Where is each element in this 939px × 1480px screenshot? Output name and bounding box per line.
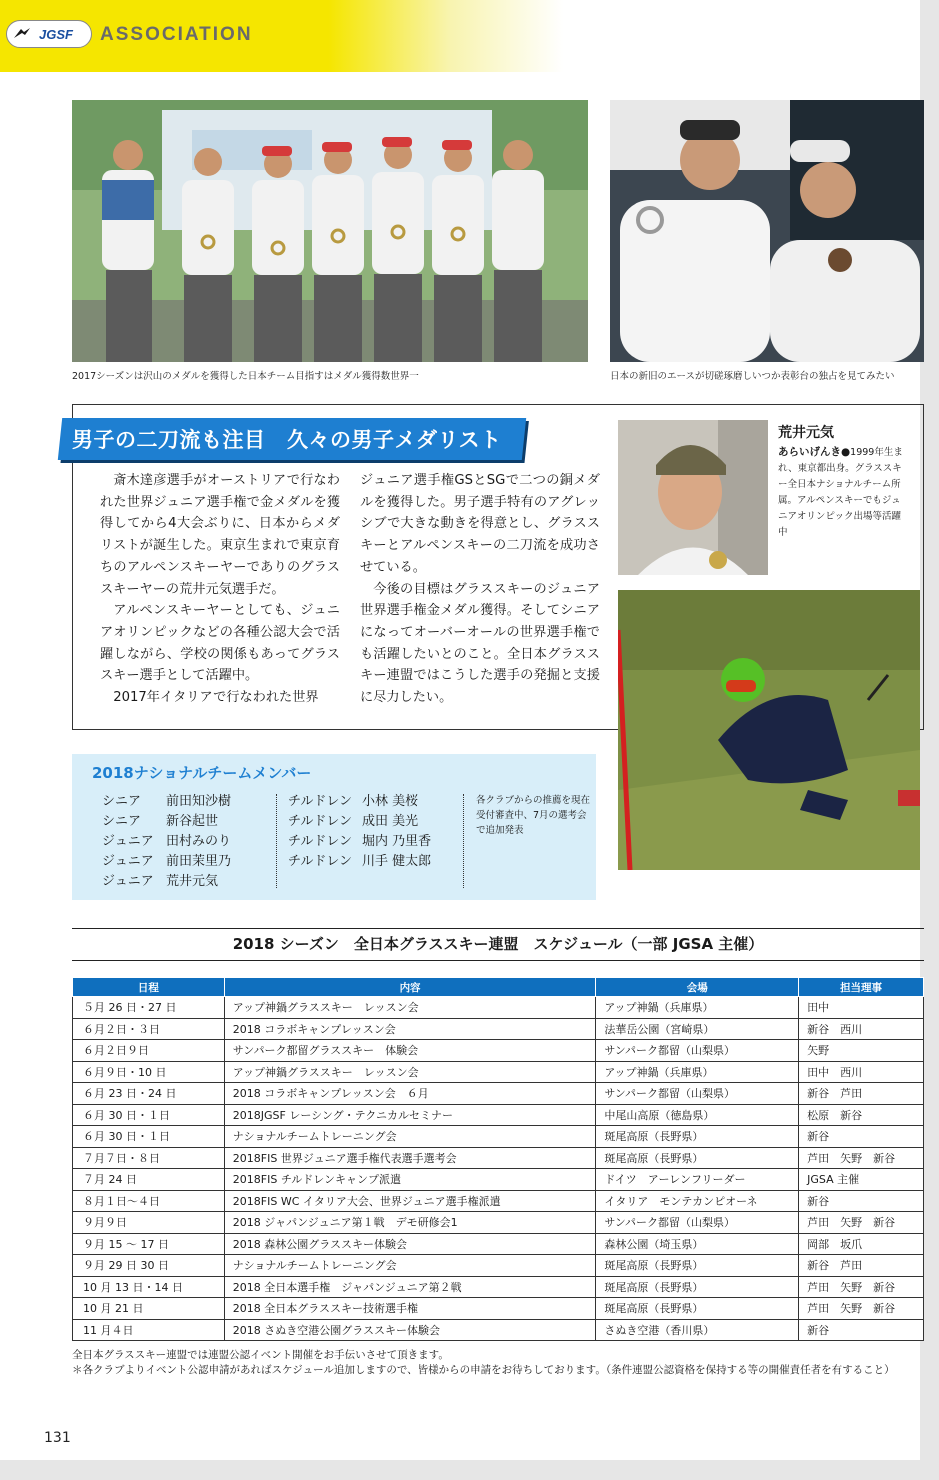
row-date: ６月 30 日・１日 bbox=[73, 1104, 225, 1126]
schedule-table bbox=[72, 977, 924, 1341]
row-content: 2018 森林公園グラススキー体験会 bbox=[224, 1233, 596, 1255]
footnote-line: 全日本グラススキー連盟では連盟公認イベント開催をお手伝いさせて頂きます。 bbox=[72, 1349, 449, 1361]
member-role: チルドレン bbox=[288, 854, 353, 869]
member-row bbox=[288, 852, 431, 872]
row-content: 2018 全日本グラススキー技術選手権 bbox=[224, 1298, 596, 1320]
row-director: 松原 新谷 bbox=[799, 1104, 924, 1126]
row-venue: 斑尾高原（長野県） bbox=[596, 1126, 799, 1148]
row-director: 新谷 芦田 bbox=[799, 1255, 924, 1277]
table-row bbox=[73, 1104, 924, 1126]
article-paragraph: 2017年イタリアで行なわれた世界 bbox=[113, 690, 319, 706]
row-venue: サンパーク都留（山梨県） bbox=[596, 1083, 799, 1105]
row-date: ６月９日・10 日 bbox=[73, 1061, 225, 1083]
row-content: アップ神鍋グラススキー レッスン会 bbox=[224, 1061, 596, 1083]
table-row bbox=[73, 1147, 924, 1169]
row-director: 田中 bbox=[799, 997, 924, 1019]
row-venue: イタリア モンテカンピオーネ bbox=[596, 1190, 799, 1212]
schedule-header-row bbox=[73, 978, 924, 997]
table-row bbox=[73, 1255, 924, 1277]
row-director: 芦田 矢野 新谷 bbox=[799, 1298, 924, 1320]
row-director: 新谷 bbox=[799, 1319, 924, 1341]
schedule-rule-bottom bbox=[72, 960, 924, 961]
row-director: 新谷 bbox=[799, 1126, 924, 1148]
table-row bbox=[73, 1083, 924, 1105]
member-name: 前田茉里乃 bbox=[166, 854, 232, 869]
member-row bbox=[102, 852, 231, 872]
team-photo-caption: 2017シーズンは沢山のメダルを獲得した日本チーム目指すはメダル獲得数世界一 bbox=[72, 371, 419, 382]
row-venue: 中尾山高原（徳島県） bbox=[596, 1104, 799, 1126]
table-row bbox=[73, 1040, 924, 1062]
row-director: JGSA 主催 bbox=[799, 1169, 924, 1191]
row-venue: 法華岳公園（宮崎県） bbox=[596, 1018, 799, 1040]
row-director: 芦田 矢野 新谷 bbox=[799, 1147, 924, 1169]
row-director: 芦田 矢野 新谷 bbox=[799, 1212, 924, 1234]
row-venue: さぬき空港（香川県） bbox=[596, 1319, 799, 1341]
ace-photo-caption: 日本の新旧のエースが切磋琢磨しいつか表彰台の独占を見てみたい bbox=[610, 371, 895, 382]
skier-logo-icon bbox=[13, 26, 31, 40]
member-divider bbox=[276, 794, 277, 888]
row-content: ナショナルチームトレーニング会 bbox=[224, 1255, 596, 1277]
skier-action-photo bbox=[618, 590, 920, 870]
team-photo bbox=[72, 100, 588, 362]
profile-text bbox=[778, 444, 908, 541]
row-director: 新谷 bbox=[799, 1190, 924, 1212]
table-row bbox=[73, 1190, 924, 1212]
row-content: 2018FIS チルドレンキャンプ派遣 bbox=[224, 1169, 596, 1191]
table-row bbox=[73, 1061, 924, 1083]
header-director: 担当理事 bbox=[799, 978, 924, 997]
header-venue: 会場 bbox=[596, 978, 799, 997]
table-row bbox=[73, 1169, 924, 1191]
row-date: ７月 24 日 bbox=[73, 1169, 225, 1191]
row-venue: 森林公園（埼玉県） bbox=[596, 1233, 799, 1255]
header-band bbox=[0, 0, 939, 72]
row-date: ８月１日～４日 bbox=[73, 1190, 225, 1212]
table-row bbox=[73, 1276, 924, 1298]
header-date: 日程 bbox=[73, 978, 225, 997]
row-date: ６月２日９日 bbox=[73, 1040, 225, 1062]
row-date: ７月７日・８日 bbox=[73, 1147, 225, 1169]
member-note: 各クラブからの推薦を現在受付審査中、7月の選考会で追加発表 bbox=[476, 795, 591, 836]
table-row bbox=[73, 1319, 924, 1341]
row-venue: 斑尾高原（長野県） bbox=[596, 1147, 799, 1169]
row-content: 2018FIS WC イタリア大会、世界ジュニア選手権派遣 bbox=[224, 1190, 596, 1212]
member-name: 堀内 乃里香 bbox=[362, 834, 432, 849]
row-venue: 斑尾高原（長野県） bbox=[596, 1255, 799, 1277]
table-row bbox=[73, 1126, 924, 1148]
article-column-1 bbox=[100, 470, 340, 709]
member-name: 成田 美光 bbox=[362, 814, 419, 829]
row-date: ９月 29 日 30 日 bbox=[73, 1255, 225, 1277]
table-row bbox=[73, 997, 924, 1019]
member-row bbox=[102, 812, 231, 832]
row-content: 2018FIS 世界ジュニア選手権代表選手選考会 bbox=[224, 1147, 596, 1169]
row-date: ９月 15 ～ 17 日 bbox=[73, 1233, 225, 1255]
row-venue: サンパーク都留（山梨県） bbox=[596, 1040, 799, 1062]
row-director: 芦田 矢野 新谷 bbox=[799, 1276, 924, 1298]
row-venue: アップ神鍋（兵庫県） bbox=[596, 1061, 799, 1083]
profile-reading: あらいげんき● bbox=[778, 446, 851, 458]
row-content: 2018 さぬき空港公園グラススキー体験会 bbox=[224, 1319, 596, 1341]
row-content: 2018 コラボキャンプレッスン会 bbox=[224, 1018, 596, 1040]
row-date: 10 月 21 日 bbox=[73, 1298, 225, 1320]
member-role: チルドレン bbox=[288, 814, 353, 829]
member-name: 川手 健太郎 bbox=[362, 854, 432, 869]
row-date: ６月 23 日・24 日 bbox=[73, 1083, 225, 1105]
member-role: ジュニア bbox=[102, 854, 154, 869]
row-date: ９月９日 bbox=[73, 1212, 225, 1234]
section-title: ASSOCIATION bbox=[100, 24, 253, 45]
row-director: 田中 西川 bbox=[799, 1061, 924, 1083]
member-list-children bbox=[288, 792, 431, 872]
row-content: アップ神鍋グラススキー レッスン会 bbox=[224, 997, 596, 1019]
table-row bbox=[73, 1212, 924, 1234]
member-row bbox=[288, 812, 431, 832]
schedule-footnote bbox=[72, 1348, 895, 1378]
member-role: シニア bbox=[102, 794, 142, 809]
row-date: ５月 26 日・27 日 bbox=[73, 997, 225, 1019]
footnote-line: ＊各クラブよりイベント公認申請があればスケジュール追加しますので、皆様からの申請をお待ちしております。（条件連盟公認資格を保持する等の開催責任者を有すること） bbox=[72, 1364, 895, 1376]
page-bottom-edge bbox=[0, 1460, 939, 1480]
row-venue: アップ神鍋（兵庫県） bbox=[596, 997, 799, 1019]
header-content: 内容 bbox=[224, 978, 596, 997]
row-date: 10 月 13 日・14 日 bbox=[73, 1276, 225, 1298]
member-role: チルドレン bbox=[288, 834, 353, 849]
member-row bbox=[102, 832, 231, 852]
profile-name: 荒井元気 bbox=[778, 425, 834, 441]
row-director: 岡部 坂爪 bbox=[799, 1233, 924, 1255]
article-paragraph: 斎木達彦選手がオーストリアで行なわれた世界ジュニア選手権で金メダルを獲得してから4大会ぶりに、日本からメダリストが誕生した。東京生まれで東京育ちのアルペンスキーヤーでありのグラススキーヤーの荒井元気選手だ。 bbox=[100, 473, 340, 597]
profile-description: 1999年生まれ、東京都出身。グラススキー全日本ナショナルチーム所属。アルペンスキーでもジュニアオリンピック出場等活躍中 bbox=[778, 447, 903, 538]
logo-text: JGSF bbox=[39, 26, 73, 42]
member-name: 田村みのり bbox=[166, 834, 232, 849]
article-headline: 男子の二刀流も注目 久々の男子メダリスト bbox=[72, 428, 502, 452]
article-paragraph: アルペンスキーヤーとしても、ジュニアオリンピックなどの各種公認大会で活躍しながら、学校の関係もあってグラススキー選手として活躍中。 bbox=[100, 603, 340, 684]
member-row bbox=[102, 792, 231, 812]
row-director: 新谷 西川 bbox=[799, 1018, 924, 1040]
jgsf-logo bbox=[6, 20, 92, 48]
row-director: 矢野 bbox=[799, 1040, 924, 1062]
member-role: ジュニア bbox=[102, 874, 154, 889]
member-divider bbox=[463, 794, 464, 888]
table-row bbox=[73, 1233, 924, 1255]
row-venue: サンパーク都留（山梨県） bbox=[596, 1212, 799, 1234]
page-number: 131 bbox=[44, 1430, 71, 1446]
member-role: ジュニア bbox=[102, 834, 154, 849]
member-name: 荒井元気 bbox=[166, 874, 219, 889]
row-content: 2018 全日本選手権 ジャパンジュニア第２戦 bbox=[224, 1276, 596, 1298]
row-content: 2018 コラボキャンプレッスン会 ６月 bbox=[224, 1083, 596, 1105]
row-director: 新谷 芦田 bbox=[799, 1083, 924, 1105]
member-name: 前田知沙樹 bbox=[166, 794, 232, 809]
national-team-title: 2018ナショナルチームメンバー bbox=[92, 764, 312, 782]
row-venue: 斑尾高原（長野県） bbox=[596, 1276, 799, 1298]
row-content: 2018 ジャパンジュニア第１戦 デモ研修会1 bbox=[224, 1212, 596, 1234]
member-row bbox=[102, 872, 231, 892]
row-content: 2018JGSF レーシング・テクニカルセミナー bbox=[224, 1104, 596, 1126]
portrait-photo bbox=[618, 420, 768, 575]
row-content: ナショナルチームトレーニング会 bbox=[224, 1126, 596, 1148]
member-name: 新谷起世 bbox=[166, 814, 219, 829]
row-date: ６月 30 日・１日 bbox=[73, 1126, 225, 1148]
member-role: シニア bbox=[102, 814, 142, 829]
row-content: サンパーク都留グラススキー 体験会 bbox=[224, 1040, 596, 1062]
article-paragraph: 今後の目標はグラススキーのジュニア世界選手権金メダル獲得。そしてシニアになってオーバーオールの世界選手権でも活躍したいとのこと。全日本グラススキー連盟ではこうした選手の発掘と支援に尽力したい。 bbox=[360, 581, 600, 706]
member-list-senior-junior bbox=[102, 792, 231, 892]
article-column-2 bbox=[360, 470, 600, 709]
table-row bbox=[73, 1298, 924, 1320]
row-date: 11 月４日 bbox=[73, 1319, 225, 1341]
row-date: ６月２日・３日 bbox=[73, 1018, 225, 1040]
row-venue: ドイツ アーレンフリーダー bbox=[596, 1169, 799, 1191]
article-paragraph: ジュニア選手権GSとSGで二つの銅メダルを獲得した。男子選手特有のアグレッシブで大きな動きを得意とし、グラススキーとアルペンスキーの二刀流を成功させている。 bbox=[360, 473, 600, 575]
table-row bbox=[73, 1018, 924, 1040]
member-row bbox=[288, 832, 431, 852]
ace-photo bbox=[610, 100, 924, 362]
member-row bbox=[288, 792, 431, 812]
member-name: 小林 美桜 bbox=[362, 794, 419, 809]
row-venue: 斑尾高原（長野県） bbox=[596, 1298, 799, 1320]
schedule-title: 2018 シーズン 全日本グラススキー連盟 スケジュール（一部 JGSA 主催） bbox=[232, 935, 764, 953]
member-role: チルドレン bbox=[288, 794, 353, 809]
schedule-rule-top bbox=[72, 928, 924, 929]
